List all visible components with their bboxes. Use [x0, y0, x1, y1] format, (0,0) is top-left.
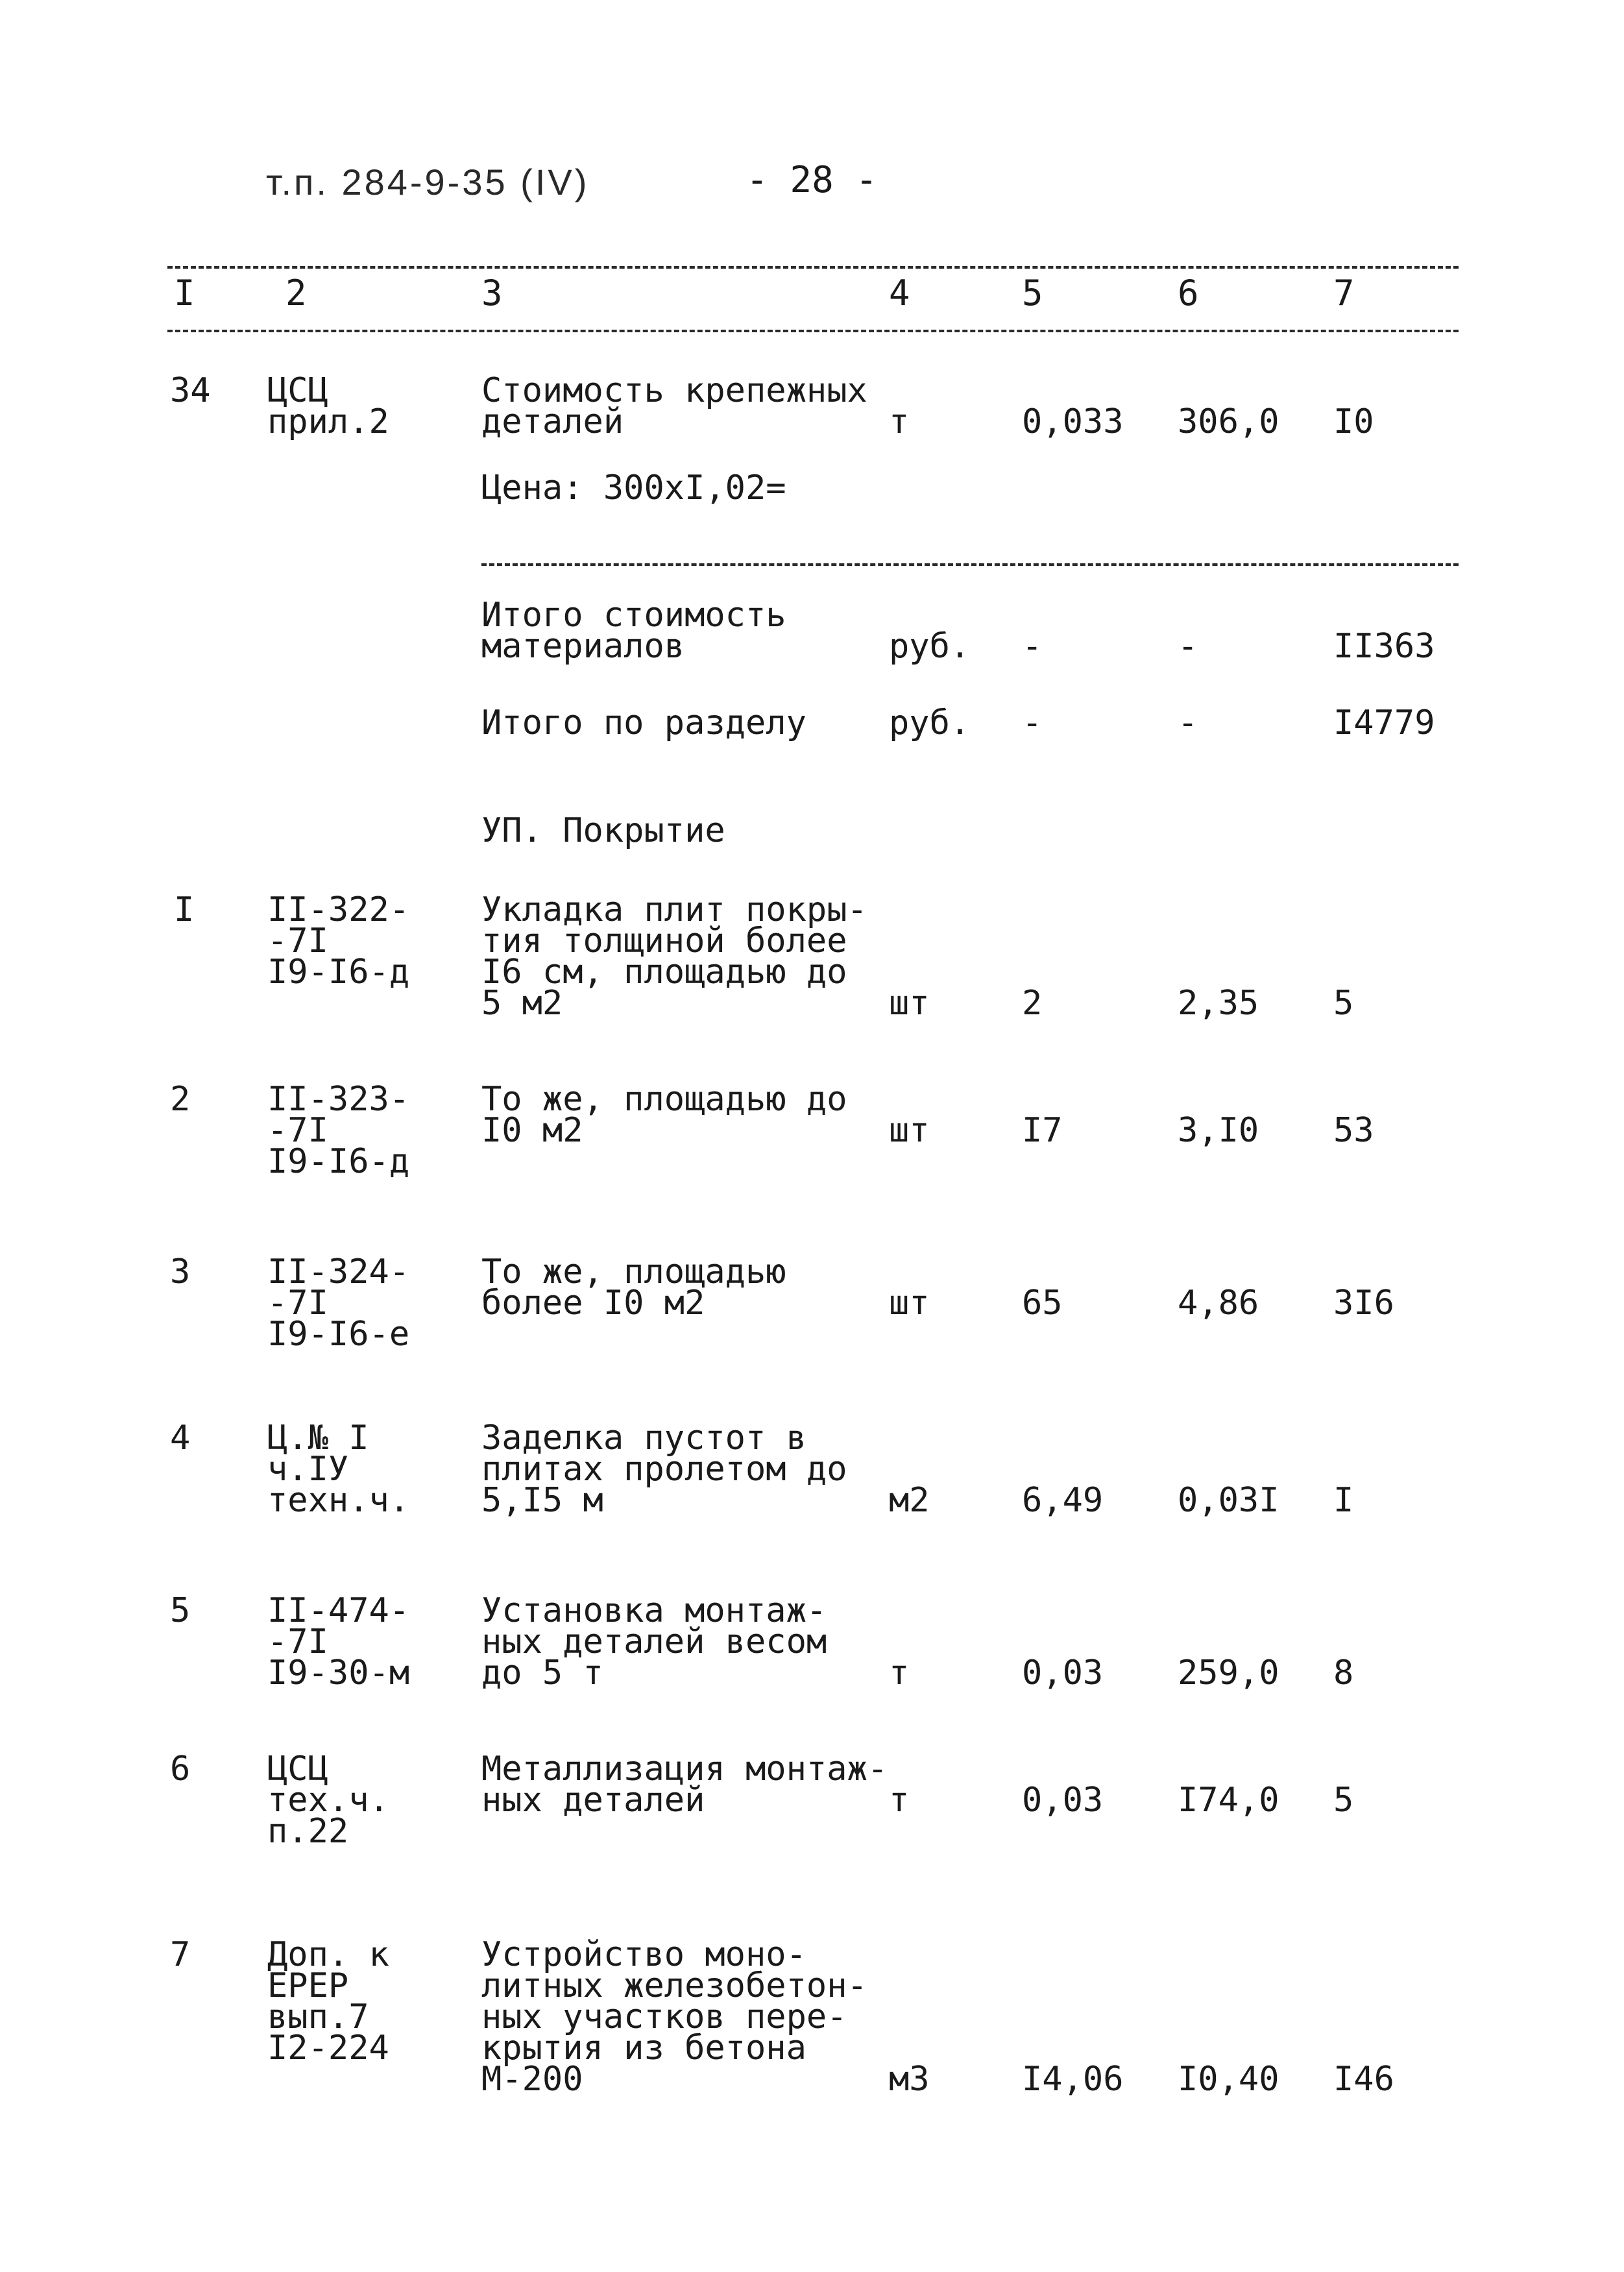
norm-reference: II-474- -7I I9-30-м — [267, 1591, 410, 1692]
total-cost: 8 — [1333, 1654, 1354, 1692]
total-cost: 5 — [1333, 984, 1354, 1023]
total-cost: 5 — [1333, 1781, 1354, 1820]
norm-reference: Доп. к ЕРЕР вып.7 I2-224 — [267, 1935, 389, 2068]
unit: т — [889, 1654, 910, 1692]
total-cost: I — [1333, 1481, 1354, 1520]
quantity: 6,49 — [1022, 1481, 1104, 1520]
header-divider-bottom — [167, 330, 1459, 332]
row-number: 5 — [170, 1591, 191, 1630]
column-number-7: 7 — [1333, 273, 1355, 313]
row-number: 4 — [170, 1419, 191, 1458]
quantity: - — [1022, 703, 1043, 742]
unit-price: 2,35 — [1178, 984, 1259, 1023]
work-description: Итого стоимость материалов — [481, 596, 786, 666]
column-number-5: 5 — [1022, 273, 1043, 313]
unit: шт — [889, 1284, 930, 1323]
unit: руб. — [889, 703, 971, 742]
norm-reference: II-322- -7I I9-I6-д — [267, 890, 410, 992]
row-number: 34 — [170, 371, 211, 410]
quantity: 2 — [1022, 984, 1043, 1023]
quantity: I7 — [1022, 1111, 1063, 1150]
work-description: То же, площадью более I0 м2 — [481, 1252, 786, 1323]
unit: т — [889, 402, 910, 441]
unit-price: I0,40 — [1178, 2060, 1279, 2099]
work-description: Металлизация монтаж- ных деталей — [481, 1750, 888, 1820]
unit: м3 — [889, 2060, 930, 2099]
document-code: т.п. 284-9-35 (IV) — [266, 162, 590, 202]
total-cost: I46 — [1333, 2060, 1394, 2099]
total-cost: II363 — [1333, 627, 1435, 666]
unit-price: 4,86 — [1178, 1284, 1259, 1323]
unit-price: - — [1178, 703, 1198, 742]
row-number: 7 — [170, 1935, 191, 1974]
norm-reference: ЦСЦ прил.2 — [267, 371, 389, 441]
unit-price: 3,I0 — [1178, 1111, 1259, 1150]
quantity: 0,033 — [1022, 402, 1124, 441]
unit-price: 259,0 — [1178, 1654, 1279, 1692]
row-number: 3 — [170, 1252, 191, 1291]
quantity: - — [1022, 627, 1043, 666]
norm-reference: ЦСЦ тех.ч. п.22 — [267, 1750, 389, 1851]
unit: руб. — [889, 627, 971, 666]
work-description: То же, площадью до I0 м2 — [481, 1080, 847, 1150]
norm-reference: II-324- -7I I9-I6-е — [267, 1252, 410, 1354]
unit: шт — [889, 1111, 930, 1150]
page-number: - 28 - — [746, 159, 878, 201]
column-number-3: 3 — [481, 273, 503, 313]
work-description: Заделка пустот в плитах пролетом до 5,I5 м — [481, 1419, 847, 1520]
column-number-4: 4 — [889, 273, 910, 313]
column-number-1: I — [174, 273, 195, 313]
unit-price: 306,0 — [1178, 402, 1279, 441]
quantity: 0,03 — [1022, 1781, 1104, 1820]
unit-price: 0,03I — [1178, 1481, 1279, 1520]
row-number: 2 — [170, 1080, 191, 1119]
price-note: Цена: 300хI,02= — [481, 469, 786, 507]
header-divider-top — [167, 266, 1459, 269]
row-number: 6 — [170, 1750, 191, 1789]
total-cost: 53 — [1333, 1111, 1374, 1150]
total-cost: I0 — [1333, 402, 1374, 441]
norm-reference: Ц.№ I ч.IУ техн.ч. — [267, 1419, 410, 1520]
unit: м2 — [889, 1481, 930, 1520]
subtotal-divider — [481, 563, 1459, 566]
unit: т — [889, 1781, 910, 1820]
quantity: 65 — [1022, 1284, 1063, 1323]
total-cost: I4779 — [1333, 703, 1435, 742]
column-number-2: 2 — [285, 273, 307, 313]
unit-price: I74,0 — [1178, 1781, 1279, 1820]
work-description: Стоимость крепежных деталей — [481, 371, 867, 441]
work-description: Установка монтаж- ных деталей весом до 5 т — [481, 1591, 827, 1692]
total-cost: 3I6 — [1333, 1284, 1394, 1323]
unit-price: - — [1178, 627, 1198, 666]
unit: шт — [889, 984, 930, 1023]
quantity: 0,03 — [1022, 1654, 1104, 1692]
work-description: Укладка плит покры- тия толщиной более I6 см, площадью до 5 м2 — [481, 890, 867, 1023]
norm-reference: II-323- -7I I9-I6-д — [267, 1080, 410, 1181]
work-description: Устройство моно- литных железобетон- ных участков пере- крытия из бетона М-200 — [481, 1935, 867, 2099]
section-title: УП. Покрытие — [481, 811, 725, 850]
row-number: I — [174, 890, 195, 929]
quantity: I4,06 — [1022, 2060, 1124, 2099]
column-number-6: 6 — [1178, 273, 1199, 313]
work-description: Итого по разделу — [481, 703, 806, 742]
